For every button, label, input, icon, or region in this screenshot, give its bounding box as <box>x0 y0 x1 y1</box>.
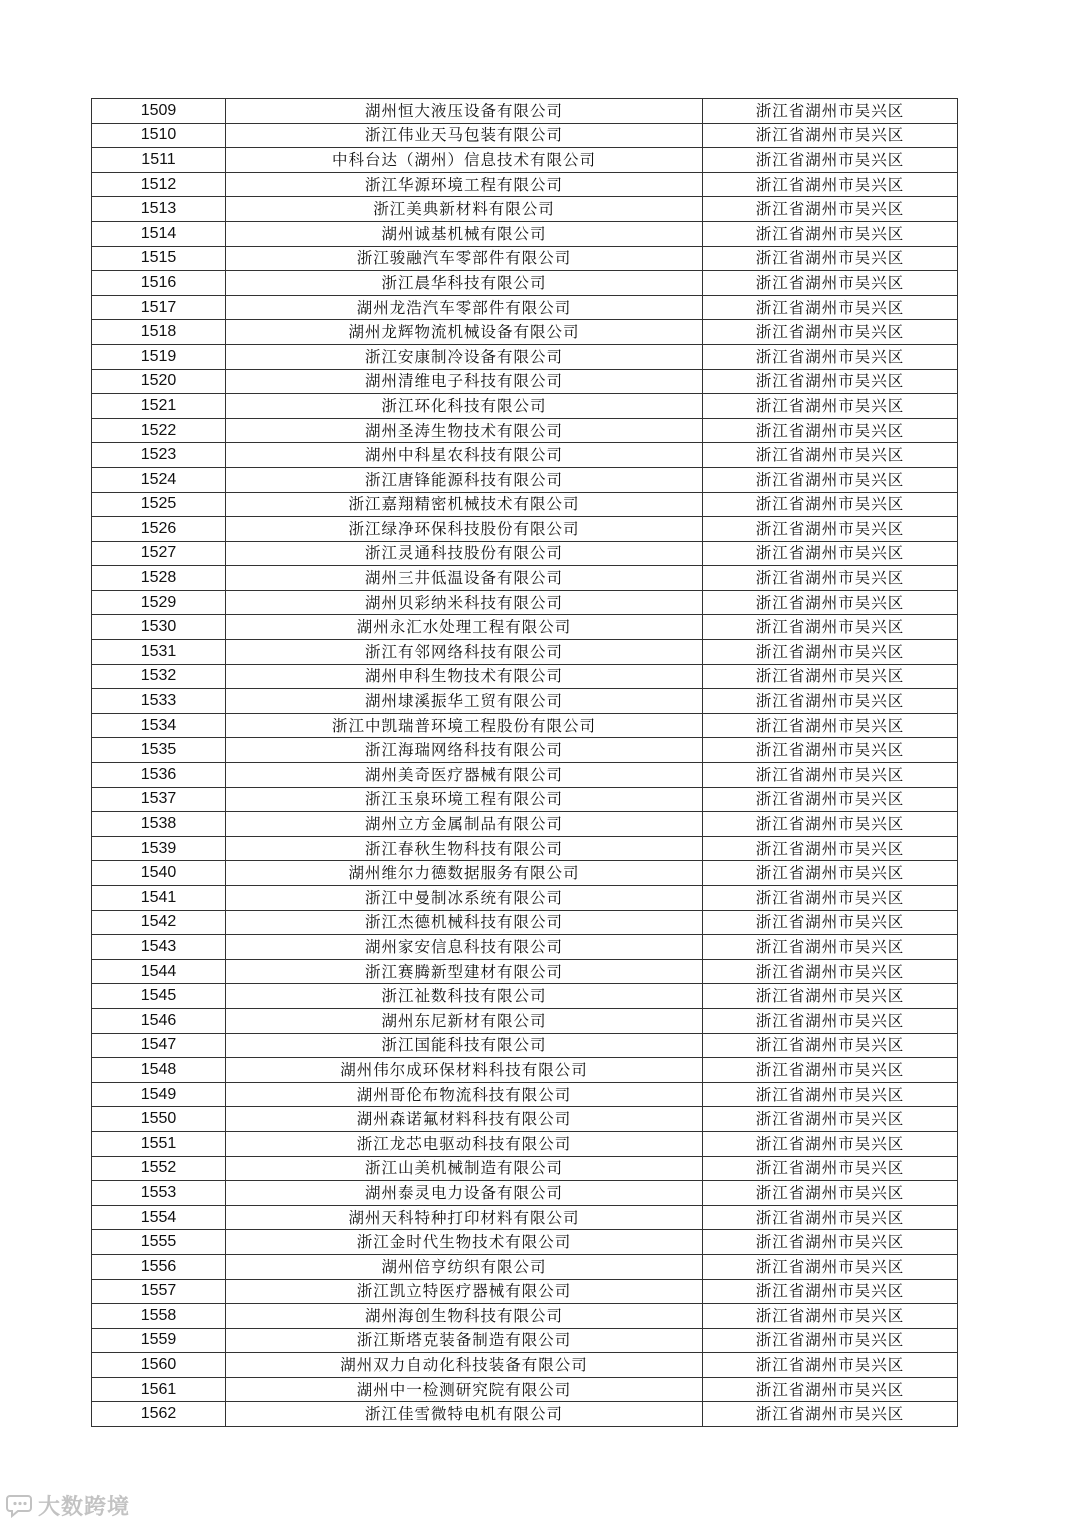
table-row <box>92 148 958 173</box>
row-number-cell: 1560 <box>92 1353 226 1378</box>
company-name-cell: 浙江安康制冷设备有限公司 <box>226 344 703 369</box>
region-cell: 浙江省湖州市吴兴区 <box>703 1254 958 1279</box>
table-row <box>92 197 958 222</box>
table-row <box>92 246 958 271</box>
company-name-cell: 浙江海瑞网络科技有限公司 <box>226 738 703 763</box>
company-name-cell: 湖州龙浩汽车零部件有限公司 <box>226 295 703 320</box>
row-number-cell: 1541 <box>92 886 226 911</box>
company-name-cell: 湖州清维电子科技有限公司 <box>226 369 703 394</box>
row-number-cell: 1526 <box>92 517 226 542</box>
row-number-cell: 1530 <box>92 615 226 640</box>
company-name-cell: 湖州倍亨纺织有限公司 <box>226 1254 703 1279</box>
table-row <box>92 861 958 886</box>
row-number-cell: 1548 <box>92 1058 226 1083</box>
region-cell: 浙江省湖州市吴兴区 <box>703 467 958 492</box>
company-name-cell: 湖州美奇医疗器械有限公司 <box>226 763 703 788</box>
company-name-cell: 湖州哥伦布物流科技有限公司 <box>226 1082 703 1107</box>
region-cell: 浙江省湖州市吴兴区 <box>703 1008 958 1033</box>
region-cell: 浙江省湖州市吴兴区 <box>703 910 958 935</box>
table-row <box>92 517 958 542</box>
table-row <box>92 1033 958 1058</box>
table-row <box>92 1156 958 1181</box>
table-row <box>92 590 958 615</box>
table-row <box>92 689 958 714</box>
table-row <box>92 221 958 246</box>
row-number-cell: 1525 <box>92 492 226 517</box>
row-number-cell: 1556 <box>92 1254 226 1279</box>
company-name-cell: 湖州伟尔成环保材料科技有限公司 <box>226 1058 703 1083</box>
region-cell: 浙江省湖州市吴兴区 <box>703 295 958 320</box>
company-name-cell: 湖州贝彩纳米科技有限公司 <box>226 590 703 615</box>
company-name-cell: 浙江嘉翔精密机械技术有限公司 <box>226 492 703 517</box>
row-number-cell: 1538 <box>92 812 226 837</box>
table-row <box>92 1131 958 1156</box>
company-name-cell: 中科台达（湖州）信息技术有限公司 <box>226 148 703 173</box>
region-cell: 浙江省湖州市吴兴区 <box>703 1156 958 1181</box>
table-row <box>92 1328 958 1353</box>
company-name-cell: 湖州维尔力德数据服务有限公司 <box>226 861 703 886</box>
region-cell: 浙江省湖州市吴兴区 <box>703 689 958 714</box>
region-cell: 浙江省湖州市吴兴区 <box>703 664 958 689</box>
table-row <box>92 836 958 861</box>
row-number-cell: 1547 <box>92 1033 226 1058</box>
region-cell: 浙江省湖州市吴兴区 <box>703 1353 958 1378</box>
company-name-cell: 浙江春秋生物科技有限公司 <box>226 836 703 861</box>
row-number-cell: 1553 <box>92 1181 226 1206</box>
table-row <box>92 664 958 689</box>
region-cell: 浙江省湖州市吴兴区 <box>703 763 958 788</box>
company-name-cell: 湖州龙辉物流机械设备有限公司 <box>226 320 703 345</box>
row-number-cell: 1532 <box>92 664 226 689</box>
company-name-cell: 湖州诚基机械有限公司 <box>226 221 703 246</box>
region-cell: 浙江省湖州市吴兴区 <box>703 517 958 542</box>
row-number-cell: 1521 <box>92 394 226 419</box>
row-number-cell: 1524 <box>92 467 226 492</box>
region-cell: 浙江省湖州市吴兴区 <box>703 566 958 591</box>
row-number-cell: 1545 <box>92 984 226 1009</box>
table-row <box>92 1107 958 1132</box>
region-cell: 浙江省湖州市吴兴区 <box>703 984 958 1009</box>
company-name-cell: 浙江山美机械制造有限公司 <box>226 1156 703 1181</box>
table-row <box>92 1205 958 1230</box>
row-number-cell: 1552 <box>92 1156 226 1181</box>
region-cell: 浙江省湖州市吴兴区 <box>703 738 958 763</box>
company-name-cell: 浙江龙芯电驱动科技有限公司 <box>226 1131 703 1156</box>
table-row <box>92 492 958 517</box>
company-name-cell: 浙江佳雪微特电机有限公司 <box>226 1402 703 1427</box>
row-number-cell: 1542 <box>92 910 226 935</box>
region-cell: 浙江省湖州市吴兴区 <box>703 123 958 148</box>
watermark-text: 大数跨境 <box>38 1494 131 1520</box>
region-cell: 浙江省湖州市吴兴区 <box>703 787 958 812</box>
region-cell: 浙江省湖州市吴兴区 <box>703 99 958 124</box>
company-name-cell: 浙江美典新材料有限公司 <box>226 197 703 222</box>
table-row <box>92 1082 958 1107</box>
company-name-cell: 湖州三井低温设备有限公司 <box>226 566 703 591</box>
region-cell: 浙江省湖州市吴兴区 <box>703 959 958 984</box>
region-cell: 浙江省湖州市吴兴区 <box>703 1033 958 1058</box>
company-name-cell: 湖州东尼新材有限公司 <box>226 1008 703 1033</box>
region-cell: 浙江省湖州市吴兴区 <box>703 935 958 960</box>
row-number-cell: 1515 <box>92 246 226 271</box>
table-row <box>92 418 958 443</box>
company-list-table <box>91 98 958 1427</box>
row-number-cell: 1546 <box>92 1008 226 1033</box>
row-number-cell: 1561 <box>92 1377 226 1402</box>
table-body <box>92 99 958 1427</box>
row-number-cell: 1533 <box>92 689 226 714</box>
table-row <box>92 886 958 911</box>
region-cell: 浙江省湖州市吴兴区 <box>703 886 958 911</box>
table-row <box>92 615 958 640</box>
region-cell: 浙江省湖州市吴兴区 <box>703 172 958 197</box>
region-cell: 浙江省湖州市吴兴区 <box>703 1402 958 1427</box>
row-number-cell: 1511 <box>92 148 226 173</box>
region-cell: 浙江省湖州市吴兴区 <box>703 1279 958 1304</box>
company-name-cell: 湖州泰灵电力设备有限公司 <box>226 1181 703 1206</box>
row-number-cell: 1537 <box>92 787 226 812</box>
company-name-cell: 浙江中曼制冰系统有限公司 <box>226 886 703 911</box>
table-row <box>92 1058 958 1083</box>
row-number-cell: 1528 <box>92 566 226 591</box>
table-row <box>92 566 958 591</box>
company-name-cell: 湖州天科特种打印材料有限公司 <box>226 1205 703 1230</box>
watermark <box>6 1490 130 1520</box>
table-row <box>92 713 958 738</box>
region-cell: 浙江省湖州市吴兴区 <box>703 246 958 271</box>
row-number-cell: 1562 <box>92 1402 226 1427</box>
company-name-cell: 浙江国能科技有限公司 <box>226 1033 703 1058</box>
company-name-cell: 湖州中一检测研究院有限公司 <box>226 1377 703 1402</box>
region-cell: 浙江省湖州市吴兴区 <box>703 1058 958 1083</box>
region-cell: 浙江省湖州市吴兴区 <box>703 320 958 345</box>
row-number-cell: 1512 <box>92 172 226 197</box>
row-number-cell: 1527 <box>92 541 226 566</box>
table-row <box>92 271 958 296</box>
table-row <box>92 1377 958 1402</box>
row-number-cell: 1550 <box>92 1107 226 1132</box>
company-name-cell: 浙江唐锋能源科技有限公司 <box>226 467 703 492</box>
region-cell: 浙江省湖州市吴兴区 <box>703 418 958 443</box>
region-cell: 浙江省湖州市吴兴区 <box>703 615 958 640</box>
region-cell: 浙江省湖州市吴兴区 <box>703 1230 958 1255</box>
region-cell: 浙江省湖州市吴兴区 <box>703 1377 958 1402</box>
region-cell: 浙江省湖州市吴兴区 <box>703 221 958 246</box>
row-number-cell: 1540 <box>92 861 226 886</box>
row-number-cell: 1517 <box>92 295 226 320</box>
company-name-cell: 浙江有邻网络科技有限公司 <box>226 640 703 665</box>
table-row <box>92 959 958 984</box>
table-row <box>92 640 958 665</box>
table-row <box>92 394 958 419</box>
row-number-cell: 1520 <box>92 369 226 394</box>
region-cell: 浙江省湖州市吴兴区 <box>703 271 958 296</box>
row-number-cell: 1516 <box>92 271 226 296</box>
table-row <box>92 295 958 320</box>
table-row <box>92 123 958 148</box>
region-cell: 浙江省湖州市吴兴区 <box>703 492 958 517</box>
company-name-cell: 浙江晨华科技有限公司 <box>226 271 703 296</box>
company-name-cell: 湖州圣涛生物技术有限公司 <box>226 418 703 443</box>
row-number-cell: 1536 <box>92 763 226 788</box>
table-row <box>92 1008 958 1033</box>
row-number-cell: 1518 <box>92 320 226 345</box>
company-name-cell: 浙江赛腾新型建材有限公司 <box>226 959 703 984</box>
table-row <box>92 763 958 788</box>
company-name-cell: 浙江杰德机械科技有限公司 <box>226 910 703 935</box>
company-name-cell: 湖州家安信息科技有限公司 <box>226 935 703 960</box>
row-number-cell: 1539 <box>92 836 226 861</box>
company-name-cell: 浙江中凯瑞普环境工程股份有限公司 <box>226 713 703 738</box>
row-number-cell: 1551 <box>92 1131 226 1156</box>
table-row <box>92 1181 958 1206</box>
row-number-cell: 1544 <box>92 959 226 984</box>
row-number-cell: 1557 <box>92 1279 226 1304</box>
region-cell: 浙江省湖州市吴兴区 <box>703 394 958 419</box>
region-cell: 浙江省湖州市吴兴区 <box>703 148 958 173</box>
row-number-cell: 1554 <box>92 1205 226 1230</box>
row-number-cell: 1510 <box>92 123 226 148</box>
company-name-cell: 湖州永汇水处理工程有限公司 <box>226 615 703 640</box>
company-name-cell: 浙江金时代生物技术有限公司 <box>226 1230 703 1255</box>
table-row <box>92 369 958 394</box>
company-name-cell: 浙江灵通科技股份有限公司 <box>226 541 703 566</box>
row-number-cell: 1522 <box>92 418 226 443</box>
row-number-cell: 1529 <box>92 590 226 615</box>
table-row <box>92 1254 958 1279</box>
company-name-cell: 浙江玉泉环境工程有限公司 <box>226 787 703 812</box>
table-row <box>92 1230 958 1255</box>
region-cell: 浙江省湖州市吴兴区 <box>703 713 958 738</box>
row-number-cell: 1534 <box>92 713 226 738</box>
company-name-cell: 浙江环化科技有限公司 <box>226 394 703 419</box>
table-row <box>92 984 958 1009</box>
region-cell: 浙江省湖州市吴兴区 <box>703 369 958 394</box>
company-name-cell: 浙江凯立特医疗器械有限公司 <box>226 1279 703 1304</box>
region-cell: 浙江省湖州市吴兴区 <box>703 590 958 615</box>
region-cell: 浙江省湖州市吴兴区 <box>703 197 958 222</box>
row-number-cell: 1523 <box>92 443 226 468</box>
company-name-cell: 湖州立方金属制品有限公司 <box>226 812 703 837</box>
table-row <box>92 1402 958 1427</box>
company-name-cell: 湖州双力自动化科技装备有限公司 <box>226 1353 703 1378</box>
company-name-cell: 浙江祉数科技有限公司 <box>226 984 703 1009</box>
table-row <box>92 99 958 124</box>
row-number-cell: 1555 <box>92 1230 226 1255</box>
row-number-cell: 1558 <box>92 1304 226 1329</box>
company-name-cell: 湖州申科生物技术有限公司 <box>226 664 703 689</box>
region-cell: 浙江省湖州市吴兴区 <box>703 1181 958 1206</box>
table-row <box>92 1279 958 1304</box>
region-cell: 浙江省湖州市吴兴区 <box>703 1107 958 1132</box>
table-row <box>92 443 958 468</box>
company-name-cell: 浙江骏融汽车零部件有限公司 <box>226 246 703 271</box>
row-number-cell: 1543 <box>92 935 226 960</box>
table-row <box>92 910 958 935</box>
company-name-cell: 湖州森诺氟材料科技有限公司 <box>226 1107 703 1132</box>
table-row <box>92 172 958 197</box>
table-row <box>92 1304 958 1329</box>
region-cell: 浙江省湖州市吴兴区 <box>703 1131 958 1156</box>
table-row <box>92 1353 958 1378</box>
table-row <box>92 344 958 369</box>
table-row <box>92 787 958 812</box>
region-cell: 浙江省湖州市吴兴区 <box>703 1082 958 1107</box>
table-row <box>92 320 958 345</box>
row-number-cell: 1509 <box>92 99 226 124</box>
region-cell: 浙江省湖州市吴兴区 <box>703 344 958 369</box>
row-number-cell: 1549 <box>92 1082 226 1107</box>
company-name-cell: 浙江绿净环保科技股份有限公司 <box>226 517 703 542</box>
row-number-cell: 1514 <box>92 221 226 246</box>
table-row <box>92 738 958 763</box>
company-name-cell: 浙江斯塔克装备制造有限公司 <box>226 1328 703 1353</box>
region-cell: 浙江省湖州市吴兴区 <box>703 1304 958 1329</box>
company-name-cell: 湖州中科星农科技有限公司 <box>226 443 703 468</box>
row-number-cell: 1535 <box>92 738 226 763</box>
table-row <box>92 812 958 837</box>
region-cell: 浙江省湖州市吴兴区 <box>703 812 958 837</box>
region-cell: 浙江省湖州市吴兴区 <box>703 1328 958 1353</box>
region-cell: 浙江省湖州市吴兴区 <box>703 861 958 886</box>
row-number-cell: 1531 <box>92 640 226 665</box>
company-name-cell: 湖州埭溪振华工贸有限公司 <box>226 689 703 714</box>
company-name-cell: 湖州恒大液压设备有限公司 <box>226 99 703 124</box>
row-number-cell: 1559 <box>92 1328 226 1353</box>
region-cell: 浙江省湖州市吴兴区 <box>703 443 958 468</box>
region-cell: 浙江省湖州市吴兴区 <box>703 640 958 665</box>
row-number-cell: 1519 <box>92 344 226 369</box>
row-number-cell: 1513 <box>92 197 226 222</box>
chat-bubble-icon <box>6 1492 34 1518</box>
region-cell: 浙江省湖州市吴兴区 <box>703 836 958 861</box>
region-cell: 浙江省湖州市吴兴区 <box>703 1205 958 1230</box>
table-row <box>92 541 958 566</box>
company-name-cell: 浙江华源环境工程有限公司 <box>226 172 703 197</box>
company-name-cell: 湖州海创生物科技有限公司 <box>226 1304 703 1329</box>
table-row <box>92 467 958 492</box>
company-name-cell: 浙江伟业天马包装有限公司 <box>226 123 703 148</box>
table-row <box>92 935 958 960</box>
region-cell: 浙江省湖州市吴兴区 <box>703 541 958 566</box>
